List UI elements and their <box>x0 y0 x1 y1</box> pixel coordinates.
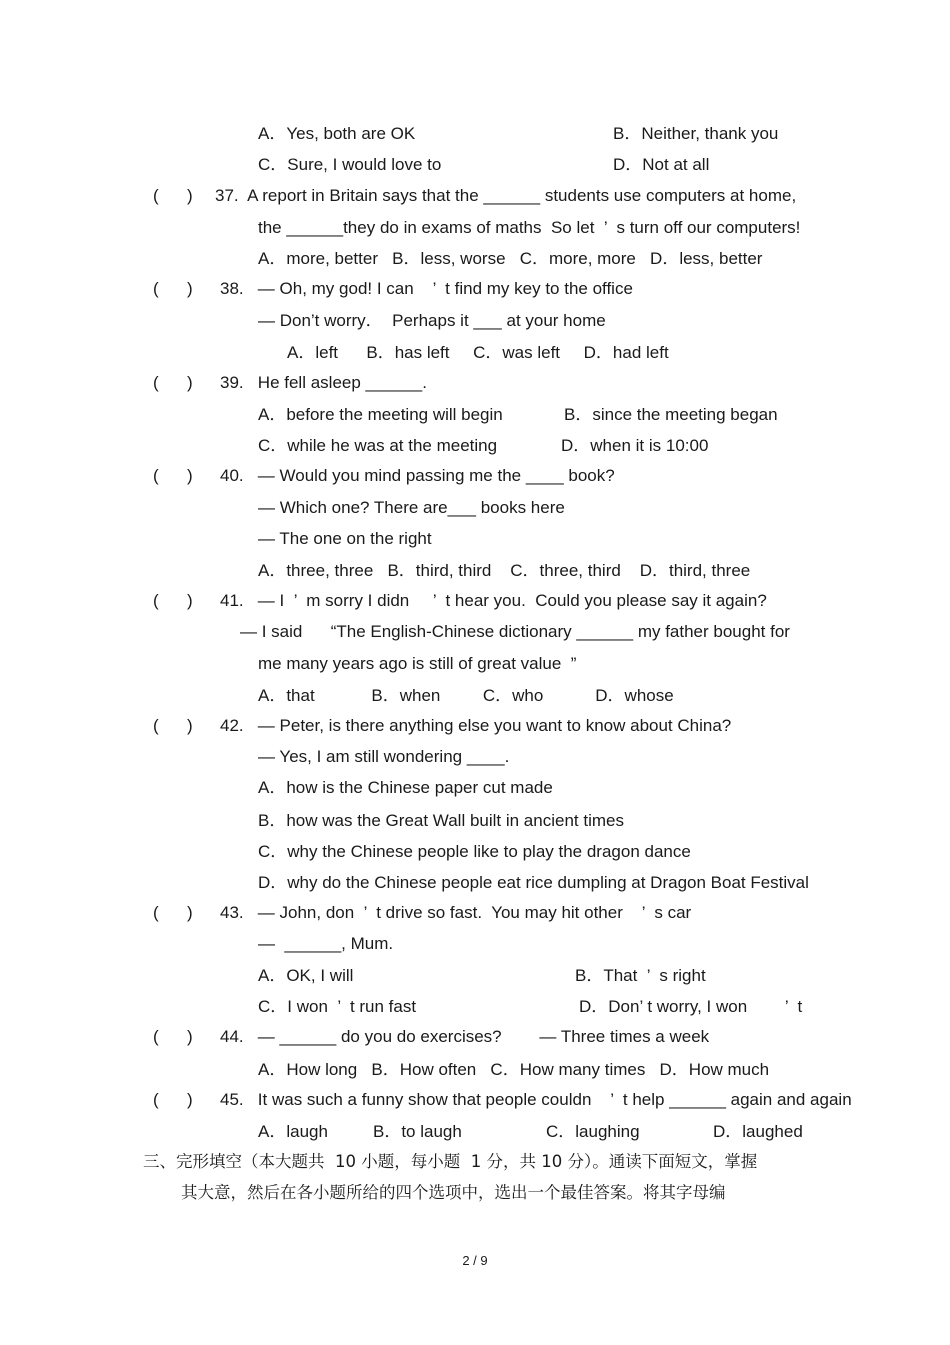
q41-options: A．that B．when C．who D．whose <box>258 686 674 705</box>
q42-dialog: — Yes, I am still wondering ____. <box>258 747 510 766</box>
section-3-instructions: 其大意，然后在各小题所给的四个选项中，选出一个最佳答案。将其字母编 <box>181 1183 726 1202</box>
q45-option-d: D．laughed <box>713 1122 803 1141</box>
q45-option-c: C．laughing <box>546 1122 640 1141</box>
q36-option-d: D．Not at all <box>613 155 710 174</box>
q38-dialog: — Don’t worry． Perhaps it ___ at your home <box>258 311 606 330</box>
q42-option-a: A．how is the Chinese paper cut made <box>258 778 553 797</box>
q37-answer-blank[interactable]: ( ) <box>153 186 193 205</box>
q42-answer-blank[interactable]: ( ) <box>153 716 193 735</box>
page-number: 2 / 9 <box>462 1253 488 1268</box>
q41-dialog-cont: me many years ago is still of great value ” <box>258 654 577 673</box>
q43-stem: 43. — John, don ’ t drive so fast. You may hit other ’ s car <box>220 903 692 922</box>
q43-option-a: A．OK, I will <box>258 966 354 985</box>
q40-options: A．three, three B．third, third C．three, third D．third, three <box>258 561 751 580</box>
q42-option-d: D．why do the Chinese people eat rice dumpling at Dragon Boat Festival <box>258 873 809 892</box>
q36-option-a: A．Yes, both are OK <box>258 124 416 143</box>
q40-dialog-1: — Which one? There are___ books here <box>258 498 565 517</box>
q38-options: A．left B．has left C．was left D．had left <box>287 343 669 362</box>
q39-option-b: B．since the meeting began <box>564 405 778 424</box>
q41-answer-blank[interactable]: ( ) <box>153 591 193 610</box>
q38-answer-blank[interactable]: ( ) <box>153 279 193 298</box>
q36-option-b: B．Neither, thank you <box>613 124 779 143</box>
q38-stem: 38. — Oh, my god! I can ’ t find my key to the office <box>220 279 633 298</box>
q44-answer-blank[interactable]: ( ) <box>153 1027 193 1046</box>
q39-option-a: A．before the meeting will begin <box>258 405 503 424</box>
q37-options: A．more, better B．less, worse C．more, more D．less, better <box>258 249 763 268</box>
q42-stem: 42. — Peter, is there anything else you want to know about China? <box>220 716 732 735</box>
q40-dialog-2: — The one on the right <box>258 529 432 548</box>
q41-stem: 41. — I ’ m sorry I didn ’ t hear you. Could you please say it again? <box>220 591 767 610</box>
q43-dialog: — ______, Mum. <box>258 934 394 953</box>
q43-option-d: D．Don’ t worry, I won ’ t <box>579 997 803 1016</box>
q42-option-c: C．why the Chinese people like to play the dragon dance <box>258 842 691 861</box>
q39-stem: 39. He fell asleep ______. <box>220 373 427 392</box>
q44-stem: 44. — ______ do you do exercises? — Three times a week <box>220 1027 710 1046</box>
q40-answer-blank[interactable]: ( ) <box>153 466 193 485</box>
q45-option-b: B．to laugh <box>373 1122 462 1141</box>
q44-options: A．How long B．How often C．How many times D．How much <box>258 1060 770 1079</box>
q40-stem: 40. — Would you mind passing me the ____ book? <box>220 466 615 485</box>
q41-dialog: — I said “The English-Chinese dictionary ______ my father bought for <box>240 622 790 641</box>
q39-answer-blank[interactable]: ( ) <box>153 373 193 392</box>
q45-option-a: A．laugh <box>258 1122 328 1141</box>
q36-option-c: C．Sure, I would love to <box>258 155 442 174</box>
q39-option-c: C．while he was at the meeting <box>258 436 498 455</box>
q43-option-c: C．I won ’ t run fast <box>258 997 417 1016</box>
q42-option-b: B．how was the Great Wall built in ancient times <box>258 811 624 830</box>
q43-option-b: B．That ’ s right <box>575 966 706 985</box>
q43-answer-blank[interactable]: ( ) <box>153 903 193 922</box>
q39-option-d: D．when it is 10:00 <box>561 436 709 455</box>
q45-answer-blank[interactable]: ( ) <box>153 1090 193 1109</box>
q37-stem-cont: the ______they do in exams of maths So let ’ s turn off our computers! <box>258 218 801 237</box>
q45-stem: 45. It was such a funny show that people couldn ’ t help ______ again and again <box>220 1090 852 1109</box>
q37-stem: 37. A report in Britain says that the ______ students use computers at home, <box>215 186 797 205</box>
section-3-heading: 三、完形填空（本大题共 10 小题，每小题 1 分，共 10 分）。通读下面短文，掌握 <box>143 1152 758 1171</box>
